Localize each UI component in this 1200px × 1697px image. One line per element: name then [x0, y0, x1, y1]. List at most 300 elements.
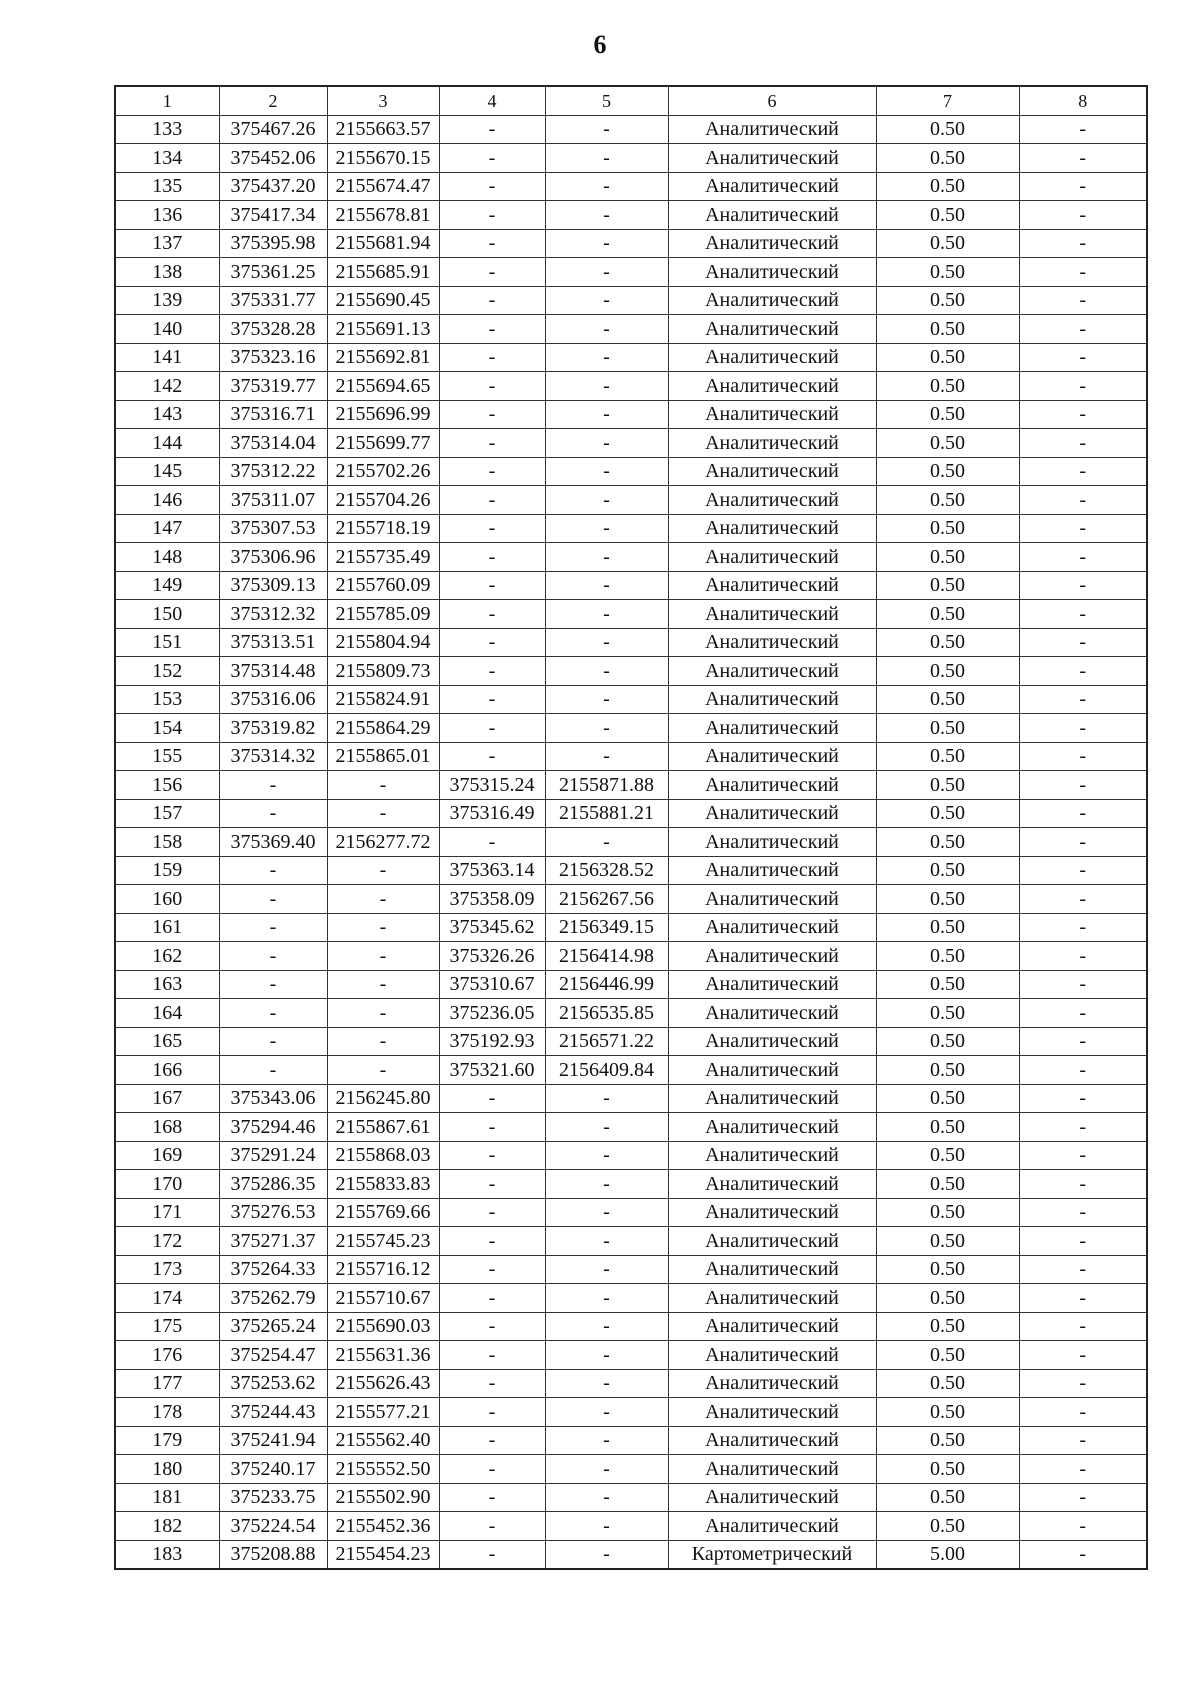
y-new-coordinate-cell: - — [545, 600, 668, 629]
accuracy-cell: 0.50 — [876, 828, 1019, 857]
y-coordinate-cell: 2155785.09 — [327, 600, 439, 629]
point-number-cell: 170 — [115, 1170, 219, 1199]
method-cell: Аналитический — [668, 571, 876, 600]
point-number-cell: 181 — [115, 1483, 219, 1512]
x-new-coordinate-cell: - — [439, 1540, 545, 1569]
accuracy-cell: 0.50 — [876, 343, 1019, 372]
y-new-coordinate-cell: - — [545, 742, 668, 771]
x-coordinate-cell: 375244.43 — [219, 1398, 327, 1427]
table-row — [115, 799, 1147, 828]
accuracy-cell: 0.50 — [876, 1170, 1019, 1199]
y-coordinate-cell: 2155690.03 — [327, 1312, 439, 1341]
table-row — [115, 286, 1147, 315]
y-coordinate-cell: 2155454.23 — [327, 1540, 439, 1569]
accuracy-cell: 0.50 — [876, 1084, 1019, 1113]
x-new-coordinate-cell: - — [439, 1369, 545, 1398]
point-number-cell: 146 — [115, 486, 219, 515]
description-cell: - — [1019, 742, 1147, 771]
x-coordinate-cell: 375265.24 — [219, 1312, 327, 1341]
y-new-coordinate-cell: - — [545, 144, 668, 173]
point-number-cell: 175 — [115, 1312, 219, 1341]
table-row — [115, 543, 1147, 572]
method-cell: Аналитический — [668, 714, 876, 743]
table-row — [115, 1027, 1147, 1056]
point-number-cell: 162 — [115, 942, 219, 971]
method-cell: Аналитический — [668, 942, 876, 971]
point-number-cell: 182 — [115, 1512, 219, 1541]
description-cell: - — [1019, 115, 1147, 144]
y-new-coordinate-cell: - — [545, 1455, 668, 1484]
method-cell: Аналитический — [668, 400, 876, 429]
table-row — [115, 1512, 1147, 1541]
x-new-coordinate-cell: 375321.60 — [439, 1056, 545, 1085]
accuracy-cell: 0.50 — [876, 685, 1019, 714]
description-cell: - — [1019, 1483, 1147, 1512]
point-number-cell: 173 — [115, 1255, 219, 1284]
x-coordinate-cell: - — [219, 856, 327, 885]
x-new-coordinate-cell: - — [439, 1198, 545, 1227]
y-new-coordinate-cell: - — [545, 1084, 668, 1113]
y-new-coordinate-cell: - — [545, 1170, 668, 1199]
x-new-coordinate-cell: - — [439, 571, 545, 600]
point-number-cell: 171 — [115, 1198, 219, 1227]
y-new-coordinate-cell: - — [545, 258, 668, 287]
y-coordinate-cell: 2155502.90 — [327, 1483, 439, 1512]
point-number-cell: 149 — [115, 571, 219, 600]
point-number-cell: 143 — [115, 400, 219, 429]
y-coordinate-cell: 2155678.81 — [327, 201, 439, 230]
y-coordinate-cell: - — [327, 856, 439, 885]
accuracy-cell: 0.50 — [876, 201, 1019, 230]
y-coordinate-cell: 2155452.36 — [327, 1512, 439, 1541]
point-number-cell: 137 — [115, 229, 219, 258]
y-new-coordinate-cell: - — [545, 628, 668, 657]
point-number-cell: 148 — [115, 543, 219, 572]
description-cell: - — [1019, 1198, 1147, 1227]
accuracy-cell: 0.50 — [876, 885, 1019, 914]
x-new-coordinate-cell: - — [439, 1455, 545, 1484]
point-number-cell: 160 — [115, 885, 219, 914]
y-coordinate-cell: 2155685.91 — [327, 258, 439, 287]
x-new-coordinate-cell: - — [439, 742, 545, 771]
y-new-coordinate-cell: 2156414.98 — [545, 942, 668, 971]
y-coordinate-cell: 2155824.91 — [327, 685, 439, 714]
method-cell: Аналитический — [668, 628, 876, 657]
accuracy-cell: 0.50 — [876, 1198, 1019, 1227]
y-coordinate-cell: 2155577.21 — [327, 1398, 439, 1427]
method-cell: Аналитический — [668, 1141, 876, 1170]
point-number-cell: 156 — [115, 771, 219, 800]
x-new-coordinate-cell: - — [439, 714, 545, 743]
y-coordinate-cell: 2155562.40 — [327, 1426, 439, 1455]
table-row — [115, 258, 1147, 287]
table-row — [115, 1084, 1147, 1113]
x-new-coordinate-cell: - — [439, 828, 545, 857]
method-cell: Аналитический — [668, 1512, 876, 1541]
x-coordinate-cell: - — [219, 885, 327, 914]
table-row — [115, 400, 1147, 429]
description-cell: - — [1019, 229, 1147, 258]
table-row — [115, 771, 1147, 800]
table-row — [115, 372, 1147, 401]
method-cell: Аналитический — [668, 172, 876, 201]
description-cell: - — [1019, 1426, 1147, 1455]
method-cell: Аналитический — [668, 856, 876, 885]
method-cell: Аналитический — [668, 771, 876, 800]
y-coordinate-cell: - — [327, 970, 439, 999]
point-number-cell: 161 — [115, 913, 219, 942]
accuracy-cell: 0.50 — [876, 1483, 1019, 1512]
y-coordinate-cell: 2155631.36 — [327, 1341, 439, 1370]
y-new-coordinate-cell: - — [545, 201, 668, 230]
y-new-coordinate-cell: - — [545, 1426, 668, 1455]
x-coordinate-cell: 375417.34 — [219, 201, 327, 230]
y-new-coordinate-cell: 2156267.56 — [545, 885, 668, 914]
x-coordinate-cell: 375361.25 — [219, 258, 327, 287]
table-row — [115, 657, 1147, 686]
x-coordinate-cell: 375294.46 — [219, 1113, 327, 1142]
point-number-cell: 157 — [115, 799, 219, 828]
method-cell: Аналитический — [668, 201, 876, 230]
method-cell: Аналитический — [668, 685, 876, 714]
description-cell: - — [1019, 1284, 1147, 1313]
method-cell: Аналитический — [668, 1284, 876, 1313]
method-cell: Аналитический — [668, 144, 876, 173]
accuracy-cell: 0.50 — [876, 229, 1019, 258]
y-new-coordinate-cell: - — [545, 1398, 668, 1427]
description-cell: - — [1019, 828, 1147, 857]
y-new-coordinate-cell: 2156535.85 — [545, 999, 668, 1028]
point-number-cell: 163 — [115, 970, 219, 999]
x-coordinate-cell: 375313.51 — [219, 628, 327, 657]
table-row — [115, 828, 1147, 857]
accuracy-cell: 0.50 — [876, 1056, 1019, 1085]
point-number-cell: 159 — [115, 856, 219, 885]
description-cell: - — [1019, 258, 1147, 287]
y-new-coordinate-cell: - — [545, 828, 668, 857]
y-new-coordinate-cell: - — [545, 1312, 668, 1341]
method-cell: Аналитический — [668, 1170, 876, 1199]
method-cell: Аналитический — [668, 343, 876, 372]
table-row — [115, 970, 1147, 999]
accuracy-cell: 0.50 — [876, 315, 1019, 344]
x-new-coordinate-cell: - — [439, 1426, 545, 1455]
x-new-coordinate-cell: - — [439, 315, 545, 344]
x-new-coordinate-cell: - — [439, 429, 545, 458]
x-coordinate-cell: 375309.13 — [219, 571, 327, 600]
accuracy-cell: 5.00 — [876, 1540, 1019, 1569]
description-cell: - — [1019, 201, 1147, 230]
x-new-coordinate-cell: - — [439, 1227, 545, 1256]
x-new-coordinate-cell: - — [439, 543, 545, 572]
x-coordinate-cell: - — [219, 799, 327, 828]
x-new-coordinate-cell: - — [439, 628, 545, 657]
y-coordinate-cell: 2155681.94 — [327, 229, 439, 258]
method-cell: Аналитический — [668, 457, 876, 486]
table-row — [115, 429, 1147, 458]
x-new-coordinate-cell: - — [439, 1341, 545, 1370]
point-number-cell: 134 — [115, 144, 219, 173]
x-new-coordinate-cell: - — [439, 1483, 545, 1512]
accuracy-cell: 0.50 — [876, 600, 1019, 629]
point-number-cell: 140 — [115, 315, 219, 344]
description-cell: - — [1019, 1255, 1147, 1284]
method-cell: Аналитический — [668, 1455, 876, 1484]
x-new-coordinate-cell: - — [439, 685, 545, 714]
y-new-coordinate-cell: 2156409.84 — [545, 1056, 668, 1085]
x-coordinate-cell: 375208.88 — [219, 1540, 327, 1569]
method-cell: Аналитический — [668, 1483, 876, 1512]
page-number: 6 — [593, 30, 607, 59]
x-coordinate-cell: 375452.06 — [219, 144, 327, 173]
y-coordinate-cell: 2155867.61 — [327, 1113, 439, 1142]
y-new-coordinate-cell: - — [545, 714, 668, 743]
y-new-coordinate-cell: - — [545, 486, 668, 515]
method-cell: Аналитический — [668, 543, 876, 572]
column-header: 6 — [668, 86, 876, 115]
accuracy-cell: 0.50 — [876, 1455, 1019, 1484]
point-number-cell: 141 — [115, 343, 219, 372]
x-coordinate-cell: 375323.16 — [219, 343, 327, 372]
method-cell: Аналитический — [668, 799, 876, 828]
x-coordinate-cell: 375291.24 — [219, 1141, 327, 1170]
table-row — [115, 885, 1147, 914]
table-row — [115, 1540, 1147, 1569]
description-cell: - — [1019, 1455, 1147, 1484]
description-cell: - — [1019, 486, 1147, 515]
x-coordinate-cell: 375319.82 — [219, 714, 327, 743]
description-cell: - — [1019, 172, 1147, 201]
y-new-coordinate-cell: - — [545, 1483, 668, 1512]
description-cell: - — [1019, 856, 1147, 885]
accuracy-cell: 0.50 — [876, 486, 1019, 515]
x-new-coordinate-cell: 375326.26 — [439, 942, 545, 971]
x-new-coordinate-cell: 375316.49 — [439, 799, 545, 828]
method-cell: Аналитический — [668, 429, 876, 458]
point-number-cell: 151 — [115, 628, 219, 657]
description-cell: - — [1019, 286, 1147, 315]
description-cell: - — [1019, 942, 1147, 971]
accuracy-cell: 0.50 — [876, 1284, 1019, 1313]
y-coordinate-cell: 2155716.12 — [327, 1255, 439, 1284]
description-cell: - — [1019, 429, 1147, 458]
y-new-coordinate-cell: - — [545, 657, 668, 686]
x-coordinate-cell: 375312.22 — [219, 457, 327, 486]
x-coordinate-cell: - — [219, 970, 327, 999]
table-row — [115, 1170, 1147, 1199]
point-number-cell: 168 — [115, 1113, 219, 1142]
y-new-coordinate-cell: - — [545, 229, 668, 258]
x-new-coordinate-cell: - — [439, 1170, 545, 1199]
accuracy-cell: 0.50 — [876, 1227, 1019, 1256]
accuracy-cell: 0.50 — [876, 286, 1019, 315]
y-coordinate-cell: - — [327, 1027, 439, 1056]
x-coordinate-cell: 375224.54 — [219, 1512, 327, 1541]
x-coordinate-cell: 375319.77 — [219, 372, 327, 401]
x-coordinate-cell: 375262.79 — [219, 1284, 327, 1313]
method-cell: Аналитический — [668, 999, 876, 1028]
method-cell: Аналитический — [668, 514, 876, 543]
y-new-coordinate-cell: - — [545, 400, 668, 429]
description-cell: - — [1019, 457, 1147, 486]
accuracy-cell: 0.50 — [876, 913, 1019, 942]
x-new-coordinate-cell: 375310.67 — [439, 970, 545, 999]
y-coordinate-cell: 2155663.57 — [327, 115, 439, 144]
y-new-coordinate-cell: 2156571.22 — [545, 1027, 668, 1056]
point-number-cell: 135 — [115, 172, 219, 201]
y-new-coordinate-cell: - — [545, 543, 668, 572]
y-coordinate-cell: 2155626.43 — [327, 1369, 439, 1398]
accuracy-cell: 0.50 — [876, 999, 1019, 1028]
description-cell: - — [1019, 1170, 1147, 1199]
accuracy-cell: 0.50 — [876, 372, 1019, 401]
table-row — [115, 1056, 1147, 1085]
y-coordinate-cell: 2155702.26 — [327, 457, 439, 486]
description-cell: - — [1019, 913, 1147, 942]
point-number-cell: 179 — [115, 1426, 219, 1455]
table-row — [115, 514, 1147, 543]
point-number-cell: 167 — [115, 1084, 219, 1113]
x-new-coordinate-cell: 375358.09 — [439, 885, 545, 914]
y-coordinate-cell: 2155704.26 — [327, 486, 439, 515]
description-cell: - — [1019, 1512, 1147, 1541]
y-new-coordinate-cell: - — [545, 1341, 668, 1370]
method-cell: Аналитический — [668, 229, 876, 258]
method-cell: Аналитический — [668, 1312, 876, 1341]
method-cell: Аналитический — [668, 315, 876, 344]
x-coordinate-cell: 375253.62 — [219, 1369, 327, 1398]
y-coordinate-cell: 2155769.66 — [327, 1198, 439, 1227]
x-new-coordinate-cell: - — [439, 514, 545, 543]
description-cell: - — [1019, 1398, 1147, 1427]
table-row — [115, 201, 1147, 230]
method-cell: Аналитический — [668, 885, 876, 914]
method-cell: Аналитический — [668, 742, 876, 771]
accuracy-cell: 0.50 — [876, 400, 1019, 429]
x-coordinate-cell: 375271.37 — [219, 1227, 327, 1256]
accuracy-cell: 0.50 — [876, 1398, 1019, 1427]
x-coordinate-cell: 375241.94 — [219, 1426, 327, 1455]
y-new-coordinate-cell: - — [545, 429, 668, 458]
y-new-coordinate-cell: - — [545, 372, 668, 401]
x-coordinate-cell: - — [219, 1056, 327, 1085]
y-coordinate-cell: - — [327, 885, 439, 914]
y-coordinate-cell: 2155809.73 — [327, 657, 439, 686]
accuracy-cell: 0.50 — [876, 1141, 1019, 1170]
description-cell: - — [1019, 685, 1147, 714]
method-cell: Аналитический — [668, 1027, 876, 1056]
description-cell: - — [1019, 1227, 1147, 1256]
description-cell: - — [1019, 1027, 1147, 1056]
column-header: 7 — [876, 86, 1019, 115]
description-cell: - — [1019, 970, 1147, 999]
y-coordinate-cell: 2155670.15 — [327, 144, 439, 173]
accuracy-cell: 0.50 — [876, 144, 1019, 173]
point-number-cell: 158 — [115, 828, 219, 857]
point-number-cell: 136 — [115, 201, 219, 230]
x-coordinate-cell: - — [219, 999, 327, 1028]
y-new-coordinate-cell: - — [545, 571, 668, 600]
point-number-cell: 152 — [115, 657, 219, 686]
point-number-cell: 176 — [115, 1341, 219, 1370]
table-row — [115, 172, 1147, 201]
point-number-cell: 166 — [115, 1056, 219, 1085]
x-new-coordinate-cell: - — [439, 486, 545, 515]
table-row — [115, 600, 1147, 629]
point-number-cell: 172 — [115, 1227, 219, 1256]
y-new-coordinate-cell: - — [545, 343, 668, 372]
description-cell: - — [1019, 514, 1147, 543]
x-new-coordinate-cell: - — [439, 400, 545, 429]
y-coordinate-cell: - — [327, 913, 439, 942]
x-coordinate-cell: 375276.53 — [219, 1198, 327, 1227]
y-coordinate-cell: 2155691.13 — [327, 315, 439, 344]
y-coordinate-cell: 2155760.09 — [327, 571, 439, 600]
y-new-coordinate-cell: - — [545, 1512, 668, 1541]
x-coordinate-cell: 375286.35 — [219, 1170, 327, 1199]
y-new-coordinate-cell: - — [545, 457, 668, 486]
method-cell: Аналитический — [668, 486, 876, 515]
method-cell: Аналитический — [668, 1369, 876, 1398]
accuracy-cell: 0.50 — [876, 457, 1019, 486]
table-row — [115, 315, 1147, 344]
x-new-coordinate-cell: - — [439, 1312, 545, 1341]
method-cell: Аналитический — [668, 970, 876, 999]
x-new-coordinate-cell: 375345.62 — [439, 913, 545, 942]
y-coordinate-cell: - — [327, 1056, 439, 1085]
column-header: 5 — [545, 86, 668, 115]
x-coordinate-cell: 375307.53 — [219, 514, 327, 543]
x-new-coordinate-cell: - — [439, 1141, 545, 1170]
y-coordinate-cell: - — [327, 799, 439, 828]
point-number-cell: 139 — [115, 286, 219, 315]
description-cell: - — [1019, 657, 1147, 686]
accuracy-cell: 0.50 — [876, 1426, 1019, 1455]
x-coordinate-cell: 375467.26 — [219, 115, 327, 144]
column-header: 1 — [115, 86, 219, 115]
method-cell: Аналитический — [668, 657, 876, 686]
x-coordinate-cell: 375240.17 — [219, 1455, 327, 1484]
x-new-coordinate-cell: 375236.05 — [439, 999, 545, 1028]
x-new-coordinate-cell: 375192.93 — [439, 1027, 545, 1056]
point-number-cell: 174 — [115, 1284, 219, 1313]
x-new-coordinate-cell: - — [439, 372, 545, 401]
y-coordinate-cell: 2155694.65 — [327, 372, 439, 401]
table-row — [115, 486, 1147, 515]
method-cell: Аналитический — [668, 286, 876, 315]
method-cell: Аналитический — [668, 600, 876, 629]
x-new-coordinate-cell: - — [439, 115, 545, 144]
point-number-cell: 154 — [115, 714, 219, 743]
point-number-cell: 142 — [115, 372, 219, 401]
x-coordinate-cell: 375314.04 — [219, 429, 327, 458]
y-coordinate-cell: 2155718.19 — [327, 514, 439, 543]
accuracy-cell: 0.50 — [876, 771, 1019, 800]
point-number-cell: 155 — [115, 742, 219, 771]
x-coordinate-cell: 375254.47 — [219, 1341, 327, 1370]
accuracy-cell: 0.50 — [876, 856, 1019, 885]
table-row — [115, 1398, 1147, 1427]
table-row — [115, 856, 1147, 885]
table-body — [115, 115, 1147, 1569]
accuracy-cell: 0.50 — [876, 514, 1019, 543]
description-cell: - — [1019, 1341, 1147, 1370]
accuracy-cell: 0.50 — [876, 571, 1019, 600]
y-coordinate-cell: 2155552.50 — [327, 1455, 439, 1484]
point-number-cell: 153 — [115, 685, 219, 714]
x-new-coordinate-cell: - — [439, 201, 545, 230]
table-row — [115, 999, 1147, 1028]
